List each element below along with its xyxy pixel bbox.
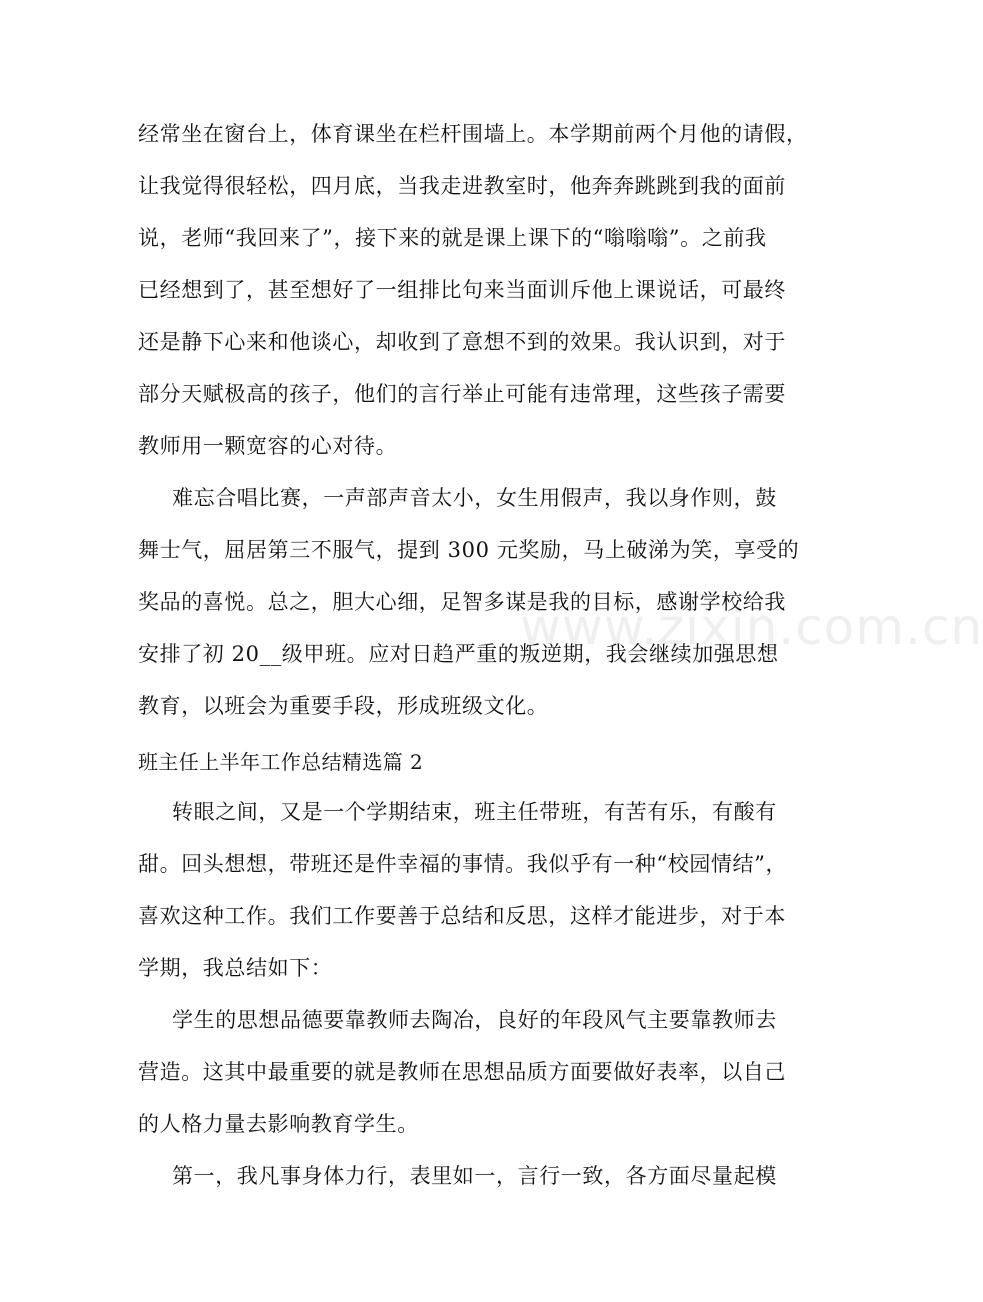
paragraph-line: 甜。回头想想，带班还是件幸福的事情。我似乎有一种“校园情结”， <box>138 852 788 876</box>
watermark: www.zixin.com.cn <box>520 598 983 656</box>
paragraph-line: 经常坐在窗台上，体育课坐在栏杆围墙上。本学期前两个月他的请假， <box>138 122 808 146</box>
paragraph-line: 部分天赋极高的孩子，他们的言行举止可能有违常理，这些孩子需要 <box>138 382 786 406</box>
paragraph-line: 已经想到了，甚至想好了一组排比句来当面训斥他上课说话，可最终 <box>138 278 786 302</box>
paragraph-line: 让我觉得很轻松，四月底，当我走进教室时，他奔奔跳跳到我的面前 <box>138 174 786 198</box>
paragraph-line: 教育，以班会为重要手段，形成班级文化。 <box>138 694 549 718</box>
section-title: 班主任上半年工作总结精选篇 2 <box>138 750 424 774</box>
paragraph-line: 说，老师“我回来了”，接下来的就是课上课下的“嗡嗡嗡”。之前我 <box>138 226 767 250</box>
paragraph-line: 学生的思想品德要靠教师去陶冶，良好的年段风气主要靠教师去 <box>172 1008 777 1032</box>
paragraph-line: 安排了初 20__级甲班。应对日趋严重的叛逆期，我会继续加强思想 <box>138 642 779 666</box>
paragraph-line: 第一，我凡事身体力行，表里如一，言行一致，各方面尽量起模 <box>172 1164 777 1188</box>
paragraph-line: 还是静下心来和他谈心，却收到了意想不到的效果。我认识到，对于 <box>138 330 786 354</box>
paragraph-line: 难忘合唱比赛，一声部声音太小，女生用假声，我以身作则，鼓 <box>172 486 777 510</box>
paragraph-line: 转眼之间，又是一个学期结束，班主任带班，有苦有乐，有酸有 <box>172 800 777 824</box>
paragraph-line: 奖品的喜悦。总之，胆大心细，足智多谋是我的目标，感谢学校给我 <box>138 590 786 614</box>
paragraph-line: 舞士气，屈居第三不服气，提到 300 元奖励，马上破涕为笑，享受的 <box>138 538 800 562</box>
paragraph-line: 教师用一颗宽容的心对待。 <box>138 434 398 458</box>
paragraph-line: 的人格力量去影响教育学生。 <box>138 1112 419 1136</box>
paragraph-line: 营造。这其中最重要的就是教师在思想品质方面要做好表率，以自己 <box>138 1060 786 1084</box>
paragraph-line: 喜欢这种工作。我们工作要善于总结和反思，这样才能进步，对于本 <box>138 904 786 928</box>
paragraph-line: 学期，我总结如下： <box>138 956 333 980</box>
